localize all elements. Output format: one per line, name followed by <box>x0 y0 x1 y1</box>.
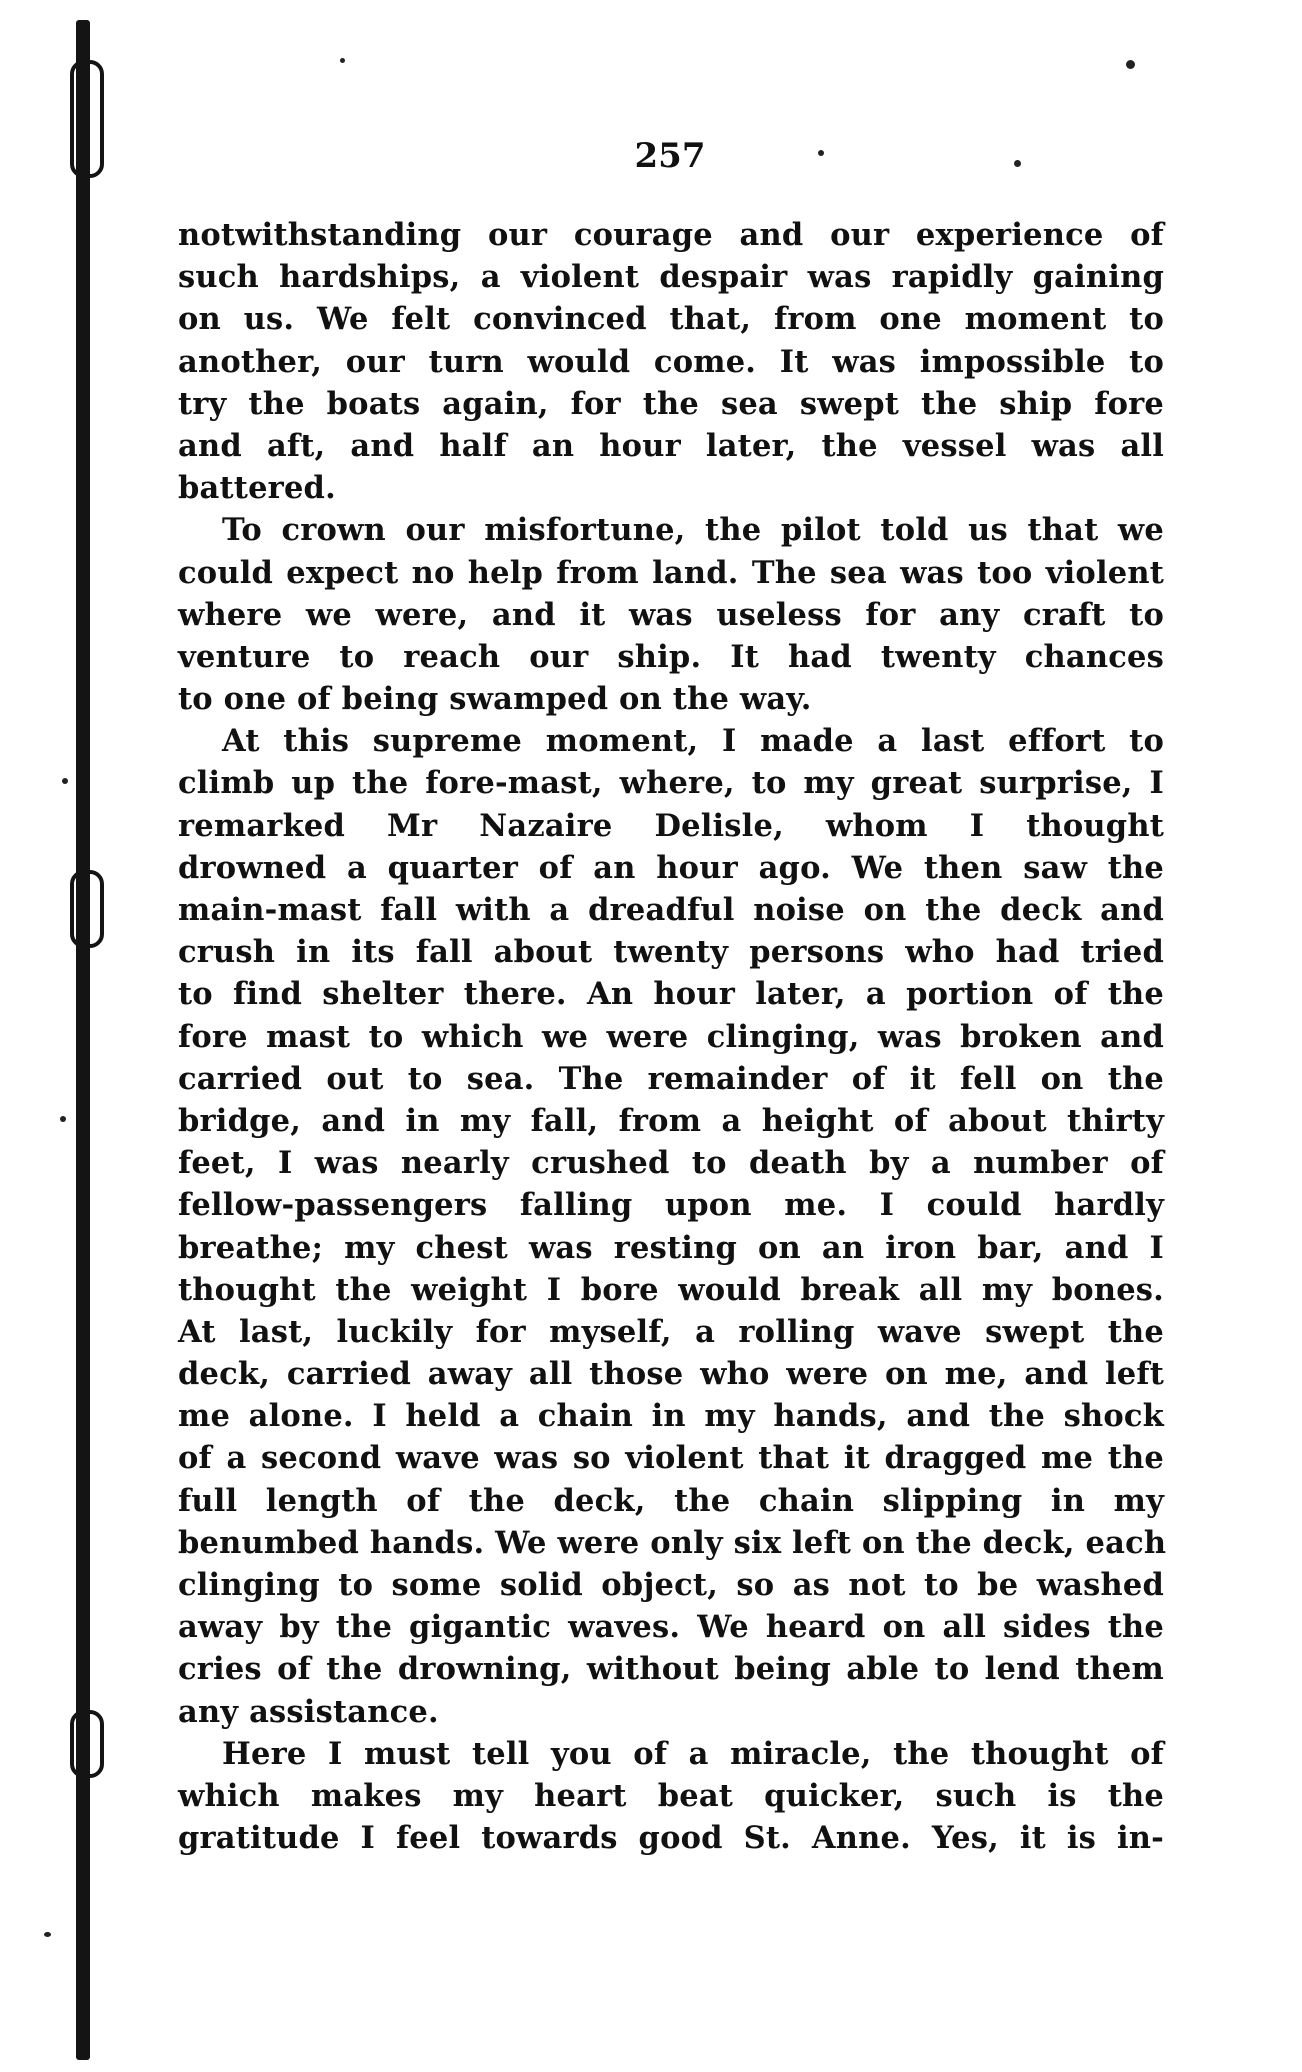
text-line: where we were, and it was useless for any craft to <box>178 596 1164 633</box>
text-line: remarked Mr Nazaire Delisle, whom I thought <box>178 807 1164 844</box>
scan-speck <box>818 150 824 156</box>
spine-binding-mark <box>70 870 104 948</box>
text-line: venture to reach our ship. It had twenty chances <box>178 638 1164 675</box>
text-line: on us. We felt convinced that, from one moment to <box>178 301 1164 338</box>
text-line: benumbed hands. We were only six left on the deck, each <box>178 1524 1167 1561</box>
text-line: cries of the drowning, without being able to lend them <box>178 1651 1164 1688</box>
scan-speck <box>1126 60 1135 69</box>
text-line: feet, I was nearly crushed to death by a number of <box>178 1145 1164 1182</box>
text-line: Here I must tell you of a miracle, the thought of <box>222 1735 1164 1772</box>
text-line: any assistance. <box>178 1693 439 1730</box>
text-line: which makes my heart beat quicker, such is the <box>178 1777 1164 1814</box>
text-line: such hardships, a violent despair was rapidly gaining <box>178 259 1164 296</box>
page-number: 257 <box>634 136 706 176</box>
text-line: deck, carried away all those who were on me, and left <box>178 1356 1164 1393</box>
spine-binding-mark <box>70 60 104 178</box>
text-line: and aft, and half an hour later, the vessel was all <box>178 427 1164 464</box>
text-line: battered. <box>178 470 336 507</box>
text-line: fellow-passengers falling upon me. I could hardly <box>178 1187 1164 1224</box>
text-line: to find shelter there. An hour later, a portion of the <box>178 976 1164 1013</box>
text-line: crush in its fall about twenty persons who had tried <box>178 934 1164 971</box>
scan-speck <box>62 778 68 784</box>
body-text <box>178 214 1167 1859</box>
paragraph <box>178 1733 1164 1860</box>
spine-binding-mark <box>70 1710 104 1778</box>
paragraph <box>178 214 1164 509</box>
text-line: another, our turn would come. It was impossible to <box>178 343 1164 380</box>
text-line: At this supreme moment, I made a last effort to <box>222 723 1164 760</box>
scan-speck <box>1014 160 1021 167</box>
text-line: fore mast to which we were clinging, was broken and <box>178 1018 1164 1055</box>
paragraph <box>178 509 1164 720</box>
text-line: bridge, and in my fall, from a height of about thirty <box>178 1102 1164 1139</box>
text-line: away by the gigantic waves. We heard on all sides the <box>178 1609 1164 1646</box>
text-line: me alone. I held a chain in my hands, and the shock <box>178 1398 1164 1435</box>
scan-speck <box>340 58 345 63</box>
text-line: clinging to some solid object, so as not to be washed <box>178 1567 1164 1603</box>
text-line: drowned a quarter of an hour ago. We then saw the <box>178 849 1164 886</box>
text-line: full length of the deck, the chain slipping in my <box>178 1482 1164 1519</box>
text-line: To crown our misfortune, the pilot told us that we <box>222 512 1164 549</box>
text-line: breathe; my chest was resting on an iron bar, and I <box>178 1229 1164 1266</box>
text-line: At last, luckily for myself, a rolling wave swept the <box>178 1313 1164 1350</box>
scan-speck <box>44 1932 51 1937</box>
paragraph <box>178 720 1167 1733</box>
text-line: climb up the fore-mast, where, to my great surprise, I <box>178 765 1164 802</box>
text-line: main-mast fall with a dreadful noise on the deck and <box>178 892 1164 928</box>
text-line: gratitude I feel towards good St. Anne. Yes, it is in- <box>178 1820 1164 1857</box>
text-line: to one of being swamped on the way. <box>178 681 812 718</box>
text-line: try the boats again, for the sea swept the ship fore <box>178 385 1164 422</box>
text-line: thought the weight I bore would break all my bones. <box>178 1271 1164 1308</box>
text-line: notwithstanding our courage and our experience of <box>178 217 1164 253</box>
text-line: of a second wave was so violent that it dragged me the <box>178 1440 1164 1477</box>
scan-speck <box>60 1116 66 1122</box>
text-line: carried out to sea. The remainder of it fell on the <box>178 1060 1164 1097</box>
text-line: could expect no help from land. The sea was too violent <box>178 554 1164 591</box>
